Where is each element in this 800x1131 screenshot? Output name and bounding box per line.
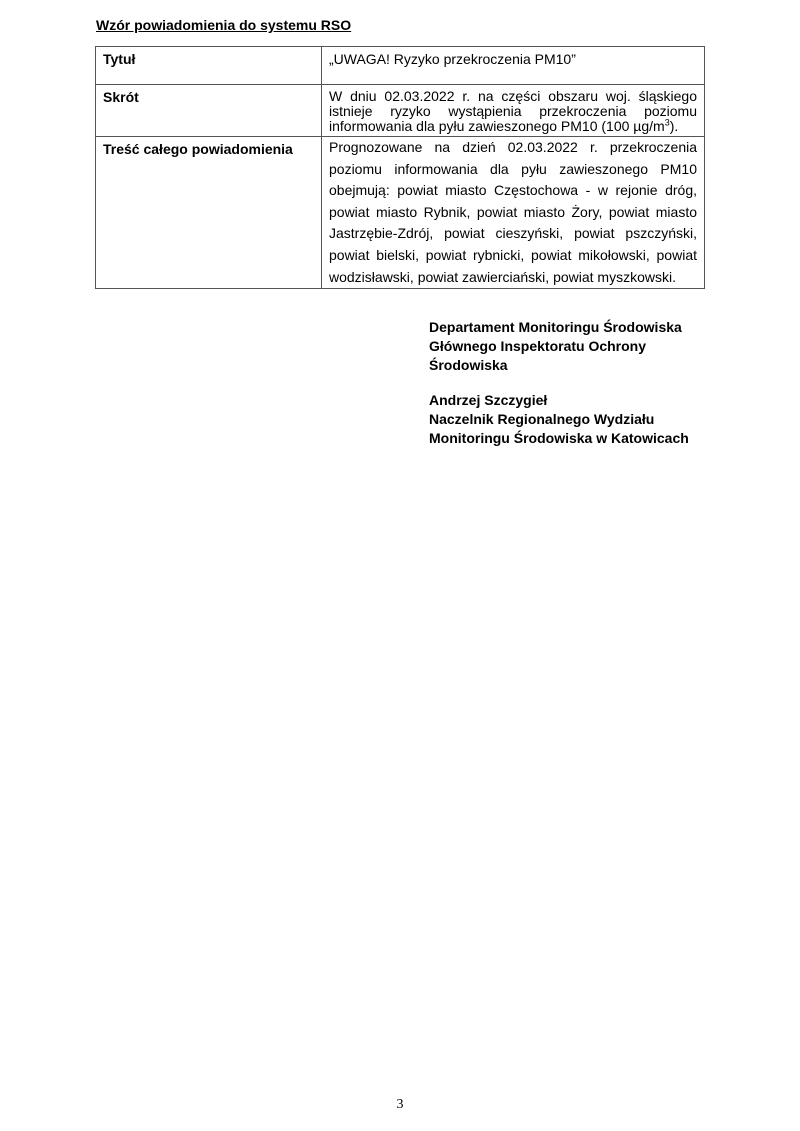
- content-line: powiat miasto Rybnik, powiat miasto Żory, powiat miasto: [329, 203, 697, 220]
- label-summary: Skrót: [96, 85, 322, 137]
- value-full-content: [322, 137, 705, 289]
- summary-line-suffix: ).: [669, 118, 679, 134]
- value-title: „UWAGA! Ryzyko przekroczenia PM10”: [322, 47, 705, 85]
- page-number: 3: [396, 1097, 404, 1112]
- summary-line: istnieje ryzyko wystąpienia przekroczenia poziomu: [329, 103, 697, 119]
- signature-department: [429, 318, 682, 375]
- person-title: Naczelnik Regionalnego Wydziału: [429, 411, 655, 427]
- department-line: Głównego Inspektoratu Ochrony: [429, 338, 647, 354]
- summary-line: W dniu 02.03.2022 r. na części obszaru woj. śląskiego: [329, 88, 697, 104]
- unit-superscript: 3: [664, 117, 670, 128]
- content-line: Jastrzębie-Zdrój, powiat cieszyński, powiat pszczyński,: [329, 225, 697, 242]
- person-title: Monitoringu Środowiska w Katowicach: [429, 430, 689, 446]
- content-line: powiat bielski, powiat rybnicki, powiat mikołowski, powiat: [329, 246, 697, 263]
- notification-template-table: [95, 46, 705, 289]
- department-line: Środowiska: [429, 357, 508, 373]
- department-line: Departament Monitoringu Środowiska: [429, 319, 682, 335]
- table-row-summary: [96, 85, 705, 137]
- signature-person: [429, 391, 689, 448]
- content-line: wodzisławski, powiat zawierciański, powiat myszkowski.: [329, 268, 676, 285]
- content-line: poziomu informowania dla pyłu zawieszonego PM10: [329, 160, 697, 177]
- summary-line-text: informowania dla pyłu zawieszonego PM10 (100 µg/m: [329, 118, 665, 134]
- label-full-content: Treść całego powiadomienia: [96, 137, 322, 289]
- table-row-title: [96, 47, 705, 85]
- label-title: Tytuł: [96, 47, 322, 85]
- value-summary: [322, 85, 705, 137]
- document-heading: Wzór powiadomienia do systemu RSO: [96, 17, 352, 33]
- summary-line: [329, 119, 697, 134]
- table-row-full-content: [96, 137, 705, 289]
- person-name: Andrzej Szczygieł: [429, 392, 548, 408]
- content-line: obejmują: powiat miasto Częstochowa - w rejonie dróg,: [329, 182, 697, 199]
- content-line: Prognozowane na dzień 02.03.2022 r. przekroczenia: [329, 139, 697, 155]
